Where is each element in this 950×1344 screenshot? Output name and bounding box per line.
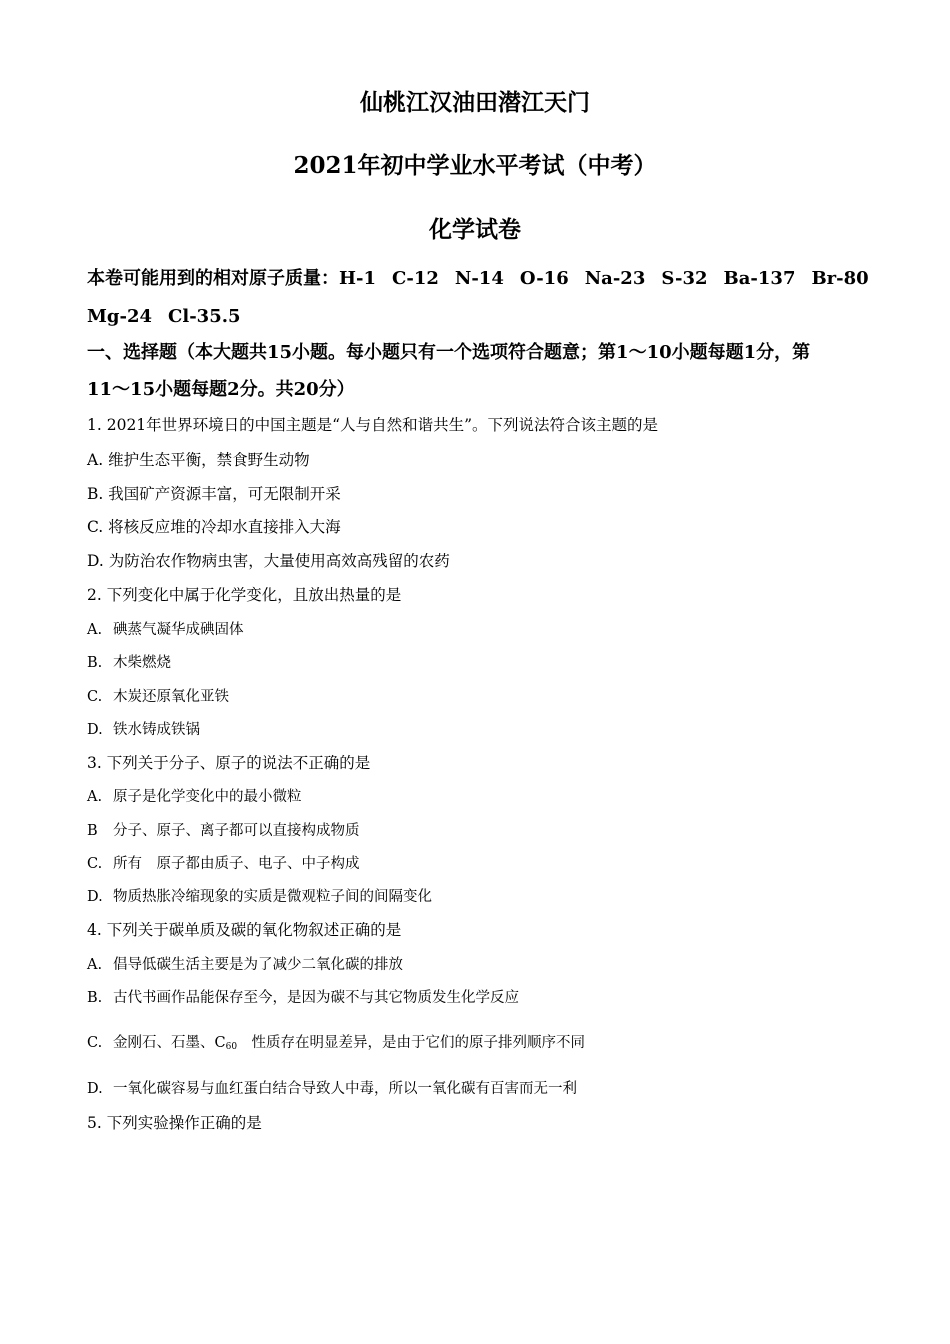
question-stem-5: 5. 下列实验操作正确的是 — [87, 1114, 262, 1132]
option-label: B. — [87, 485, 104, 503]
question-4-option-a — [87, 954, 403, 976]
option-label: B. — [87, 990, 103, 1006]
atomic-mass-item: O-16 — [519, 268, 569, 289]
subscript-60: 60 — [225, 1042, 238, 1052]
option-label: D. — [87, 889, 103, 905]
option-text: 物质热胀冷缩现象的实质是微观粒子间的间隔变化 — [113, 889, 432, 905]
question-stem-1: 1. 2021年世界环境日的中国主题是“人与自然和谐共生”。下列说法符合该主题的是 — [87, 416, 659, 434]
question-2-option-b — [87, 652, 171, 674]
atomic-mass-intro: 本卷可能用到的相对原子质量： — [87, 268, 339, 289]
option-label: D. — [87, 722, 103, 738]
option-label: B — [87, 823, 98, 839]
option-text: 古代书画作品能保存至今，是因为碳不与其它物质发生化学反应 — [113, 990, 519, 1006]
atomic-mass-row1 — [87, 266, 885, 292]
atomic-mass-item: Na-23 — [584, 268, 646, 289]
option-text: 木柴燃烧 — [113, 655, 171, 671]
atomic-mass-item: S-32 — [661, 268, 708, 289]
option-text: 原子是化学变化中的最小微粒 — [113, 789, 302, 805]
question-1-option-c — [87, 516, 341, 538]
option-label: C. — [87, 518, 104, 536]
question-4-option-d — [87, 1078, 577, 1100]
question-stem-2: 2. 下列变化中属于化学变化，且放出热量的是 — [87, 586, 402, 604]
option-label: D. — [87, 1081, 103, 1097]
option-text: 我国矿产资源丰富，可无限制开采 — [108, 485, 341, 503]
option-text: 维护生态平衡，禁食野生动物 — [108, 451, 310, 469]
atomic-mass-item: Br-80 — [811, 268, 869, 289]
atomic-mass-item: Cl-35.5 — [168, 306, 241, 327]
title-region: 仙桃江汉油田潜江天门 — [360, 89, 590, 116]
question-2-option-d — [87, 719, 200, 741]
atomic-mass-item: C-12 — [392, 268, 439, 289]
option-label: A. — [87, 451, 104, 469]
option-label: D. — [87, 552, 104, 570]
option-text: 碘蒸气凝华成碘固体 — [113, 622, 244, 638]
option-text: 分子、原子、离子都可以直接构成物质 — [113, 823, 360, 839]
option-label: A. — [87, 957, 103, 973]
title-subject: 化学试卷 — [429, 216, 521, 243]
option-text: 将核反应堆的冷却水直接排入大海 — [108, 518, 341, 536]
question-4-option-b — [87, 987, 519, 1009]
option-text: 金刚石、石墨、C — [113, 1035, 226, 1051]
section-heading-line1: 一、选择题（本大题共15小题。每小题只有一个选项符合题意；第1～10小题每题1分，第 — [87, 342, 811, 363]
option-label: A. — [87, 622, 103, 638]
option-text: 木炭还原氧化亚铁 — [113, 689, 229, 705]
option-text: 为防治农作物病虫害，大量使用高效高残留的农药 — [108, 552, 450, 570]
option-text: 一氧化碳容易与血红蛋白结合导致人中毒，所以一氧化碳有百害而无一利 — [113, 1081, 577, 1097]
atomic-mass-item: H-1 — [339, 268, 377, 289]
question-3-option-d — [87, 886, 432, 908]
question-1-option-a — [87, 449, 310, 471]
question-3-option-b — [87, 820, 360, 842]
question-2-option-a — [87, 619, 244, 641]
option-label: C. — [87, 856, 103, 872]
question-stem-4: 4. 下列关于碳单质及碳的氧化物叙述正确的是 — [87, 921, 402, 939]
question-1-option-d — [87, 550, 450, 572]
question-1-option-b — [87, 483, 341, 505]
option-text: 倡导低碳生活主要是为了减少二氧化碳的排放 — [113, 957, 403, 973]
atomic-mass-item: Mg-24 — [87, 306, 153, 327]
option-label: C. — [87, 689, 103, 705]
option-label: C. — [87, 1035, 103, 1051]
option-label: A. — [87, 789, 103, 805]
question-stem-3: 3. 下列关于分子、原子的说法不正确的是 — [87, 754, 371, 772]
option-text: 铁水铸成铁锅 — [113, 722, 200, 738]
title-exam: 2021年初中学业水平考试（中考） — [293, 152, 657, 179]
question-4-option-c — [87, 1032, 585, 1058]
atomic-mass-item: N-14 — [454, 268, 504, 289]
option-text: 性质存在明显差异，是由于它们的原子排列顺序不同 — [237, 1035, 586, 1051]
atomic-mass-row2 — [87, 304, 257, 330]
atomic-mass-item: Ba-137 — [723, 268, 796, 289]
question-3-option-c — [87, 853, 360, 875]
section-heading-line2: 11～15小题每题2分。共20分） — [87, 379, 355, 400]
question-2-option-c — [87, 686, 229, 708]
option-label: B. — [87, 655, 103, 671]
question-3-option-a — [87, 786, 302, 808]
option-text: 所有 原子都由质子、电子、中子构成 — [113, 856, 360, 872]
